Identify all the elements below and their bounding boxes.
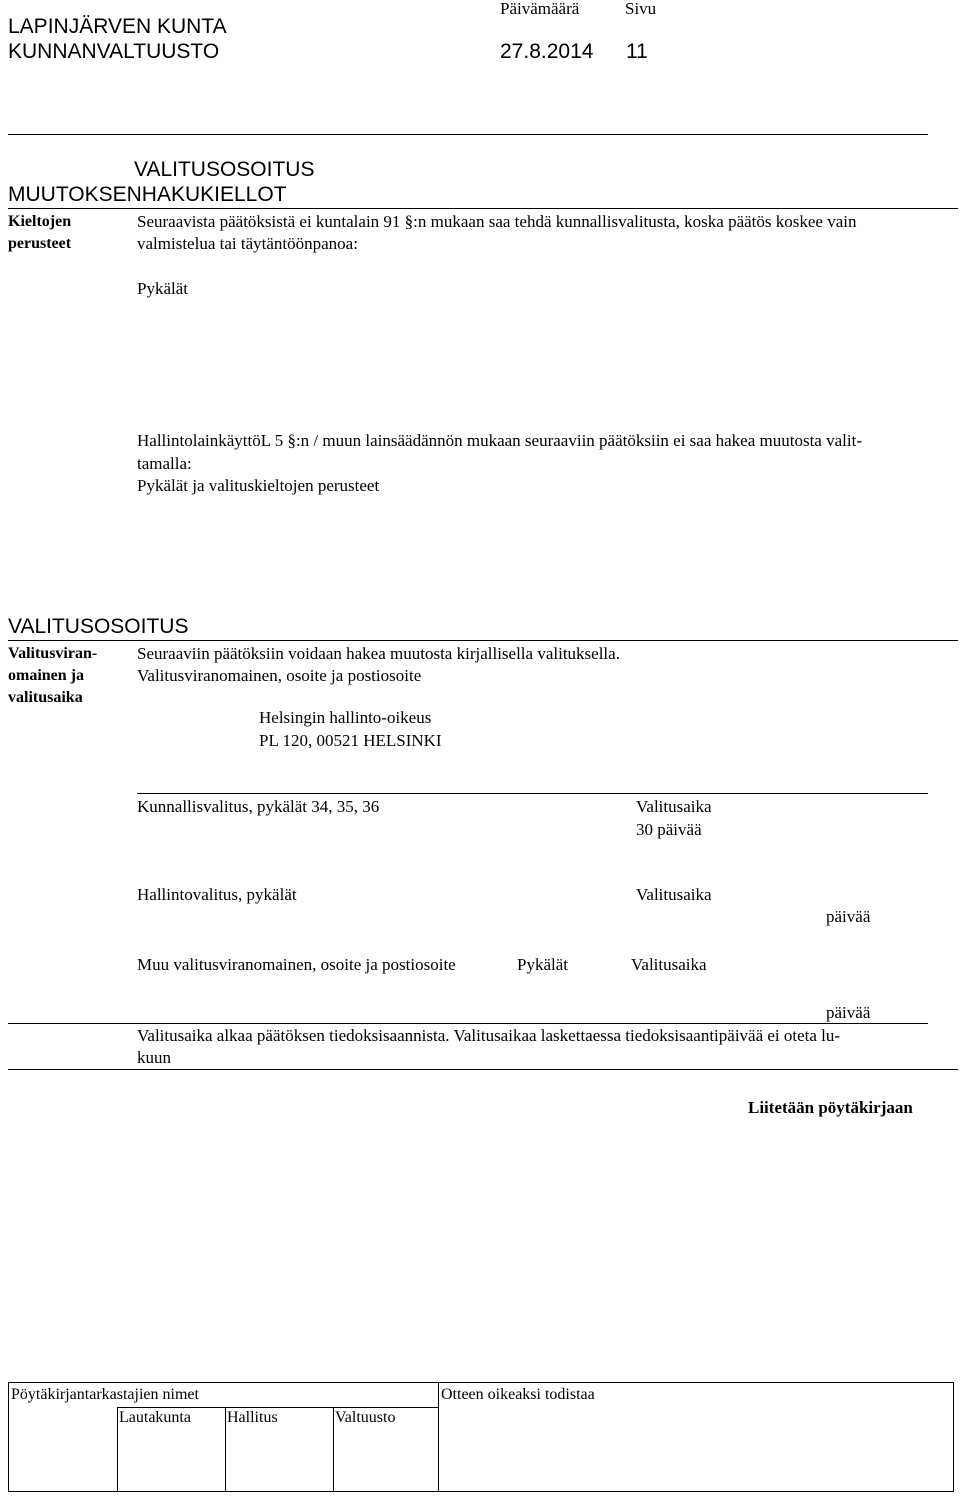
- section2-note-rule: [8, 1023, 928, 1024]
- appeal-note-line2: kuun: [137, 1048, 171, 1067]
- section2-title: VALITUSOSOITUS: [8, 615, 189, 638]
- certify-box: [438, 1382, 954, 1492]
- valitusaika-label-2: Valitusaika: [636, 885, 712, 904]
- section1-hallinto-line2: tamalla:: [137, 454, 192, 473]
- council-name: KUNNANVALTUUSTO: [8, 40, 220, 63]
- valitusaika-label-3: Valitusaika: [631, 955, 707, 974]
- authority-address: PL 120, 00521 HELSINKI: [259, 731, 442, 750]
- section1-rule: [8, 208, 958, 209]
- section1-title: VALITUSOSOITUS: [134, 158, 315, 181]
- appeal-note-line1: Valitusaika alkaa päätöksen tiedoksisaannista. Valitusaikaa laskettaessa tiedoksisaantipäivää ei oteta lu-: [137, 1026, 841, 1045]
- page-number: 11: [626, 40, 648, 63]
- paivaa-label-1: päivää: [826, 907, 871, 926]
- checkers-divider-1: [117, 1407, 118, 1491]
- kunnallisvalitus-label: Kunnallisvalitus, pykälät 34, 35, 36: [137, 797, 380, 816]
- valitusaika-label-1: Valitusaika: [636, 797, 712, 816]
- valtuusto-label: Valtuusto: [335, 1409, 396, 1426]
- section2-line1: Seuraaviin päätöksiin voidaan hakea muutosta kirjallisella valituksella.: [137, 644, 620, 663]
- attach-note: Liitetään pöytäkirjaan: [748, 1098, 913, 1117]
- certify-label: Otteen oikeaksi todistaa: [441, 1386, 595, 1403]
- lautakunta-label: Lautakunta: [119, 1409, 191, 1426]
- section1-subtitle: MUUTOKSENHAKUKIELLOT: [8, 183, 287, 206]
- section2-side-label-3: valitusaika: [8, 689, 83, 706]
- checkers-divider-2: [225, 1407, 226, 1491]
- hallintovalitus-label: Hallintovalitus, pykälät: [137, 885, 297, 904]
- authority-name: Helsingin hallinto-oikeus: [259, 708, 432, 727]
- section1-hallinto-line1: HallintolainkäyttöL 5 §:n / muun lainsäädännön mukaan seuraaviin päätöksiin ei saa hakea muutosta valit-: [137, 431, 862, 450]
- hallitus-label: Hallitus: [227, 1409, 278, 1426]
- meeting-date: 27.8.2014: [500, 40, 594, 63]
- paivaa-label-2: päivää: [826, 1003, 871, 1022]
- section2-appeal-rule: [137, 793, 928, 794]
- checkers-divider-3: [333, 1407, 334, 1491]
- section1-pykalat: Pykälät: [137, 279, 188, 298]
- section2-line2: Valitusviranomainen, osoite ja postiosoite: [137, 666, 422, 685]
- section1-pykalat-perusteet: Pykälät ja valituskieltojen perusteet: [137, 476, 380, 495]
- muu-pykalat-label: Pykälät: [517, 955, 568, 974]
- section2-bottom-rule: [8, 1069, 958, 1070]
- date-label: Päivämäärä: [500, 0, 580, 18]
- page-label: Sivu: [625, 0, 657, 18]
- section1-text-line2: valmistelua tai täytäntöönpanoa:: [137, 234, 358, 253]
- checkers-box: [8, 1382, 439, 1492]
- checkers-label: Pöytäkirjantarkastajien nimet: [11, 1386, 199, 1403]
- muu-valitusviranomainen-label: Muu valitusviranomainen, osoite ja postiosoite: [137, 955, 456, 974]
- valitusaika-days-30: 30 päivää: [636, 820, 702, 839]
- section2-side-label-1: Valitusviran-: [8, 645, 98, 662]
- section1-text-line1: Seuraavista päätöksistä ei kuntalain 91 §:n mukaan saa tehdä kunnallisvalitusta, koska päätös koskee vain: [137, 212, 857, 231]
- section2-rule: [8, 640, 958, 641]
- header-divider: [8, 134, 928, 135]
- section1-side-label-1: Kieltojen: [8, 213, 72, 230]
- org-name: LAPINJÄRVEN KUNTA: [8, 15, 227, 38]
- section1-side-label-2: perusteet: [8, 235, 72, 252]
- section2-side-label-2: omainen ja: [8, 667, 84, 684]
